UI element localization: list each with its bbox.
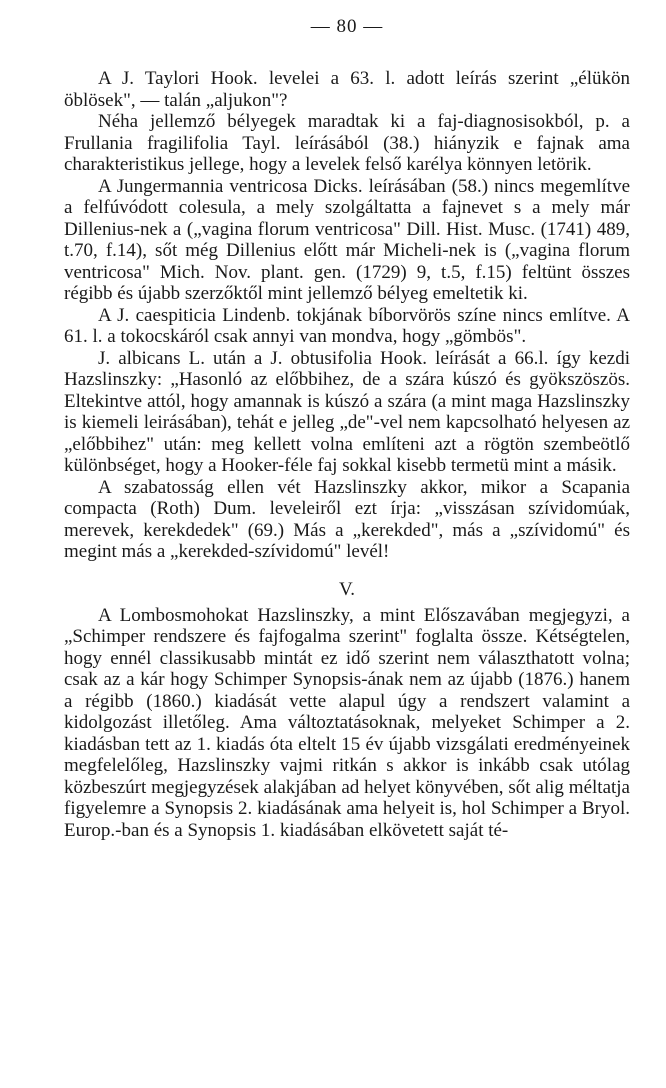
paragraph: A Lombosmohokat Hazslinszky, a mint Előszavában megjegyzi, a „Schimper rendszere és fajfogalma szerint" foglalta össze. Kétségtelen, hogy ennél classikusabb mintát ez idő szerint nem választhatott volna; csak az a kár hogy Schimper Synopsis-ának nem az újabb (1876.) hanem a régibb (1860.) kiadását vette alapul úgy a rendszert valamint a kidolgozást illetőleg. Ama változtatásoknak, melyeket Schimper a 2. kiadásban tett az 1. kiadás óta eltelt 15 év újabb vizsgálati eredményeinek megfelelőleg, Hazslinszky vajmi ritkán s akkor is inkább csak utólag közbeszúrt megjegyzések alakjában ad helyet könyvében, sőt alig méltatja figyelemre a Synopsis 2. kiadásának ama helyeit is, hol Schimper a Bryol. Europ.-ban és a Synopsis 1. kiadásában elkövetett saját té-	[64, 604, 630, 841]
paragraph: A J. caespiticia Lindenb. tokjának bíborvörös színe nincs említve. A 61. l. a tokocskáról csak annyi van mondva, hogy „gömbös".	[64, 304, 630, 347]
paragraph: A J. Taylori Hook. levelei a 63. l. adott leírás szerint „élükön öblösek", — talán „aljukon"?	[64, 68, 630, 111]
book-page	[64, 16, 630, 841]
paragraph: J. albicans L. után a J. obtusifolia Hook. leírását a 66.l. így kezdi Hazslinszky: „Hasonló az előbbihez, de a szára kúszó és gyökszöszös. Eltekintve attól, hogy amannak is kúszó a szára (a mint maga Hazslinszky is kiemeli leirásában), tehát e jelleg „de"-vel nem kapcsolható helyesen az „előbbihez" után: meg kellett volna említeni azt a rögtön szembeötlő különbséget, hogy a Hooker-féle faj sokkal kisebb termetü mint a másik.	[64, 347, 630, 476]
paragraph: Néha jellemző bélyegek maradtak ki a faj-diagnosisokból, p. a Frullania fragilifolia Tayl. leírásából (38.) hiányzik e fajnak ama charakteristikus jellege, hogy a levelek felső karélya könnyen letörik.	[64, 111, 630, 175]
section-heading: V.	[338, 578, 356, 600]
paragraph: A Jungermannia ventricosa Dicks. leírásában (58.) nincs megemlítve a felfúvódott colesula, a mely szolgáltatta a fajnevet s a mely már Dillenius-nek a („vagina florum ventricosa" Dill. Hist. Musc. (1741) 489, t.70, f.14), sőt még Dillenius előtt már Micheli-nek is („vagina florum ventricosa" Mich. Nov. plant. gen. (1729) 9, t.5, f.15) feltünt összes régibb és újabb szerzőktől mint jellemző bélyeg emeltetik ki.	[64, 175, 630, 304]
paragraph: A szabatosság ellen vét Hazslinszky akkor, mikor a Scapania compacta (Roth) Dum. leveleiről ezt írja: „visszásan szívidomúak, merevek, kerekdedek" (69.) Más a „kerekded", más a „szívidomú" és megint más a „kerekded-szívidomú" levél!	[64, 476, 630, 562]
page-number: — 80 —	[310, 16, 384, 37]
